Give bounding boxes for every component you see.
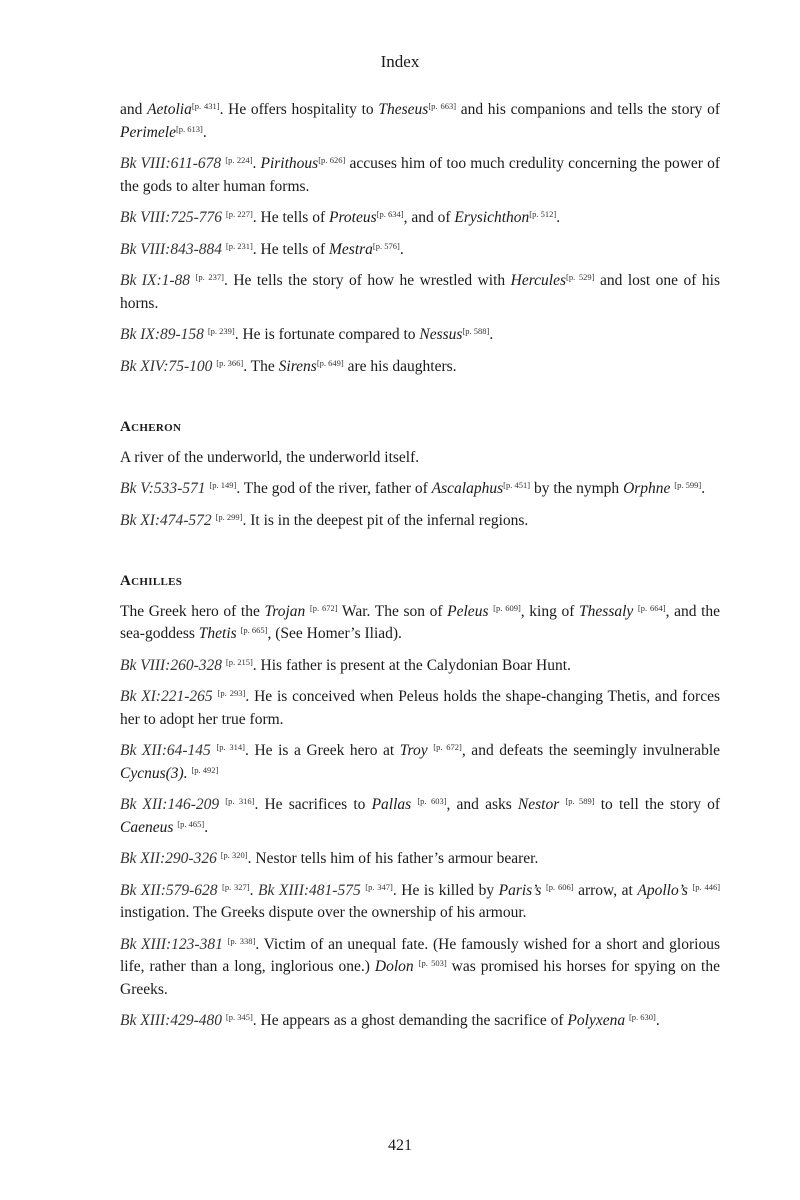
book-reference-link[interactable]: Bk XII:579-628 — [120, 881, 218, 899]
entry-text: and — [120, 101, 148, 118]
cross-reference-name: Ascalaphus — [431, 480, 504, 497]
cross-reference-name: Dolon — [374, 958, 414, 975]
page-reference-link[interactable]: [p. 630] — [628, 1012, 656, 1022]
page-reference-link[interactable]: [p. 465] — [177, 818, 205, 829]
cross-reference-name: Proteus — [329, 209, 377, 226]
page-reference-link[interactable]: [p. 503] — [418, 958, 447, 968]
page-reference-link[interactable]: [p. 664] — [637, 602, 666, 613]
index-entry — [120, 478, 720, 501]
entry-text: and lost one of his horns. — [120, 272, 720, 312]
book-reference-link[interactable]: Bk XII:290-326 — [120, 850, 217, 867]
index-entry — [120, 153, 720, 198]
entry-text: . His father is present at the Calydonian Boar Hunt. — [252, 656, 571, 674]
page-reference-link[interactable]: [p. 649] — [316, 357, 344, 368]
page-reference-link[interactable]: [p. 345] — [225, 1012, 253, 1022]
entry-text: . He is conceived when Peleus holds the shape-changing Thetis, and forces her to adopt her true form. — [120, 688, 721, 728]
page-reference-link[interactable]: [p. 634] — [376, 209, 404, 219]
entry-text: instigation. The Greeks dispute over the ownership of his armour. — [120, 904, 527, 921]
page-reference-link[interactable]: [p. 576] — [372, 240, 400, 251]
book-reference-link[interactable]: Bk VIII:611-678 — [120, 155, 222, 172]
index-entry — [120, 601, 720, 646]
page-reference-link[interactable]: [p. 237] — [195, 272, 224, 282]
book-reference-link[interactable]: Bk XI:474-572 — [120, 511, 212, 529]
entry-text: . — [556, 209, 561, 226]
book-reference-link[interactable]: Bk VIII:260-328 — [120, 656, 222, 674]
page-reference-link[interactable]: [p. 149] — [209, 480, 237, 490]
entry-text: , and of — [403, 209, 455, 226]
entry-text: , and defeats the seemingly invulnerable — [461, 742, 721, 759]
page-number: 421 — [388, 1137, 412, 1154]
entry-text: . — [204, 818, 209, 836]
entry-text: . He tells the story of how he wrestled with — [223, 272, 511, 289]
entry-text: , (See Homer’s Iliad). — [267, 625, 402, 642]
entry-text: . He appears as a ghost demanding the sacrifice of — [252, 1012, 568, 1029]
entry-text: . It is in the deepest pit of the infernal regions. — [242, 511, 529, 529]
page-reference-link[interactable]: [p. 293] — [217, 688, 246, 698]
entry-text: was promised his horses for spying on the Greeks. — [120, 958, 720, 998]
cross-reference-name: Perimele — [120, 123, 176, 141]
page-reference-link[interactable]: [p. 663] — [428, 101, 457, 111]
book-reference-link[interactable]: Bk VIII:843-884 — [120, 240, 222, 258]
cross-reference-name: Pallas — [371, 796, 412, 813]
index-content — [120, 99, 720, 1042]
page-reference-link[interactable]: [p. 316] — [225, 796, 255, 806]
page-reference-link[interactable]: [p. 665] — [240, 625, 268, 635]
page-reference-link[interactable]: [p. 603] — [417, 796, 447, 806]
entry-text: and his companions and tells the story of — [456, 101, 720, 118]
entry-text: , and asks — [446, 796, 518, 813]
entry-text: . He is a Greek hero at — [245, 742, 400, 759]
index-entry — [120, 356, 720, 379]
book-reference-link[interactable]: Bk IX:1-88 — [120, 272, 191, 289]
entry-text: accuses him of too much credulity concerning the power of the gods to alter human forms. — [120, 155, 720, 195]
cross-reference-name: Thessaly — [579, 602, 634, 620]
cross-reference-name: Thetis — [198, 625, 237, 642]
cross-reference-name: Polyxena — [567, 1012, 626, 1029]
index-entry — [120, 848, 720, 871]
book-reference-link[interactable]: Bk V:533-571 — [120, 480, 206, 497]
cross-reference-name: Sirens — [278, 357, 317, 375]
index-entry — [120, 207, 720, 230]
entry-text: . He is fortunate compared to — [234, 326, 420, 343]
page-reference-link[interactable]: [p. 338] — [227, 935, 256, 946]
index-heading: Achilles — [120, 573, 183, 589]
page-reference-link[interactable]: [p. 672] — [309, 602, 338, 613]
page-reference-link[interactable]: [p. 613] — [175, 123, 203, 134]
entry-text: . Nestor tells him of his father’s armour bearer. — [247, 850, 539, 867]
index-entry — [120, 447, 720, 470]
cross-reference-name: Peleus — [447, 602, 489, 620]
page-reference-link[interactable]: [p. 227] — [225, 209, 253, 219]
page-reference-link[interactable]: [p. 320] — [220, 850, 248, 860]
page-reference-link[interactable]: [p. 215] — [225, 656, 253, 667]
cross-reference-name: Trojan — [264, 602, 306, 620]
index-entry — [120, 99, 720, 144]
entry-text: . — [655, 1012, 660, 1029]
entry-text: . — [489, 326, 494, 343]
page-reference-link[interactable]: [p. 224] — [225, 155, 253, 165]
cross-reference-name: Hercules — [510, 272, 567, 289]
cross-reference-name: Nestor — [517, 796, 560, 813]
entry-text: . He is killed by — [392, 881, 499, 899]
entry-text: . — [202, 123, 207, 141]
index-entry — [120, 655, 720, 678]
entry-text: . The god of the river, father of — [236, 480, 432, 497]
entry-text: The Greek hero of the — [120, 602, 265, 620]
entry-text: A river of the underworld, the underworld itself. — [120, 448, 420, 466]
entry-text: . — [252, 155, 261, 172]
cross-reference-name: Apollo’s — [637, 881, 688, 899]
page-reference-link[interactable]: [p. 299] — [215, 511, 243, 522]
page-reference-link[interactable]: [p. 231] — [225, 240, 253, 251]
index-entry — [120, 1010, 720, 1033]
book-reference-link[interactable]: Bk IX:89-158 — [120, 326, 204, 343]
cross-reference-name: Caeneus — [120, 818, 174, 836]
book-reference-link[interactable]: Bk XIII:429-480 — [120, 1012, 222, 1029]
page-reference-link[interactable]: [p. 626] — [318, 155, 346, 165]
page-reference-link[interactable]: [p. 529] — [566, 272, 595, 282]
cross-reference-name: Cycnus(3). — [120, 764, 188, 782]
index-entry — [120, 740, 720, 785]
running-header: Index — [380, 52, 420, 71]
index-entry — [120, 686, 720, 731]
entry-text: . Victim of an unequal fate. (He famously wished for a short and glorious life, rather than a long, inglorious one.) — [120, 935, 720, 975]
cross-reference-name: Orphne — [623, 480, 671, 497]
index-entry — [120, 794, 720, 839]
entry-text: , king of — [520, 602, 580, 620]
index-entry — [120, 270, 720, 315]
cross-reference-name: Mestra — [329, 240, 373, 258]
book-reference-link[interactable]: Bk VIII:725-776 — [120, 209, 222, 226]
entry-text: . — [701, 480, 706, 497]
book-reference-link[interactable]: Bk XIII:481-575 — [258, 881, 361, 899]
page-reference-link[interactable]: [p. 512] — [529, 209, 557, 219]
page-reference-link[interactable]: [p. 588] — [462, 326, 490, 336]
cross-reference-name: Nessus — [419, 326, 463, 343]
index-entry — [120, 880, 720, 925]
entry-text: War. The son of — [337, 602, 448, 620]
book-reference-link[interactable]: Bk XIV:75-100 — [120, 357, 213, 375]
index-entry — [120, 239, 720, 262]
cross-reference-name: Troy — [399, 742, 428, 759]
page-reference-link[interactable]: [p. 446] — [692, 881, 721, 892]
entry-text: . He sacrifices to — [254, 796, 372, 813]
page-reference-link[interactable]: [p. 366] — [216, 357, 244, 368]
book-reference-link[interactable]: Bk XIII:123-381 — [120, 935, 223, 953]
index-entry — [120, 324, 720, 347]
entry-text: . He tells of — [252, 240, 329, 258]
page-reference-link[interactable]: [p. 589] — [565, 796, 595, 806]
entry-text: . — [249, 881, 259, 899]
cross-reference-name: Erysichthon — [454, 209, 530, 226]
index-entry — [120, 510, 720, 533]
cross-reference-name: Pirithous — [260, 155, 319, 172]
book-reference-link[interactable]: Bk XI:221-265 — [120, 688, 213, 705]
page-reference-link[interactable]: [p. 431] — [191, 101, 220, 111]
cross-reference-name: Paris’s — [498, 881, 542, 899]
entry-text: by the nymph — [530, 480, 624, 497]
entry-text: . He tells of — [252, 209, 329, 226]
page-reference-link[interactable]: [p. 347] — [365, 881, 393, 892]
cross-reference-name: Theseus — [378, 101, 429, 118]
index-heading: Acheron — [120, 419, 182, 435]
cross-reference-name: Aetolia — [147, 101, 192, 118]
entry-text: arrow, at — [573, 881, 638, 899]
book-reference-link[interactable]: Bk XII:64-145 — [120, 742, 211, 759]
page-reference-link[interactable]: [p. 327] — [222, 881, 250, 892]
entry-text: are his daughters. — [343, 357, 457, 375]
page-reference-link[interactable]: [p. 672] — [433, 742, 462, 752]
entry-text: . — [399, 240, 404, 258]
entry-text: . He offers hospitality to — [219, 101, 379, 118]
page-reference-link[interactable]: [p. 314] — [216, 742, 245, 752]
entry-text: . The — [243, 357, 279, 375]
page-reference-link[interactable]: [p. 451] — [503, 480, 531, 490]
book-reference-link[interactable]: Bk XII:146-209 — [120, 796, 220, 813]
page-reference-link[interactable]: [p. 239] — [207, 326, 235, 336]
page-reference-link[interactable]: [p. 599] — [674, 480, 702, 490]
index-entry — [120, 934, 720, 1002]
page-reference-link[interactable]: [p. 492] — [191, 764, 219, 775]
entry-text: to tell the story of — [594, 796, 721, 813]
page-reference-link[interactable]: [p. 606] — [545, 881, 574, 892]
entry-text: , and the sea-goddess — [120, 602, 721, 642]
page-reference-link[interactable]: [p. 609] — [493, 602, 521, 613]
